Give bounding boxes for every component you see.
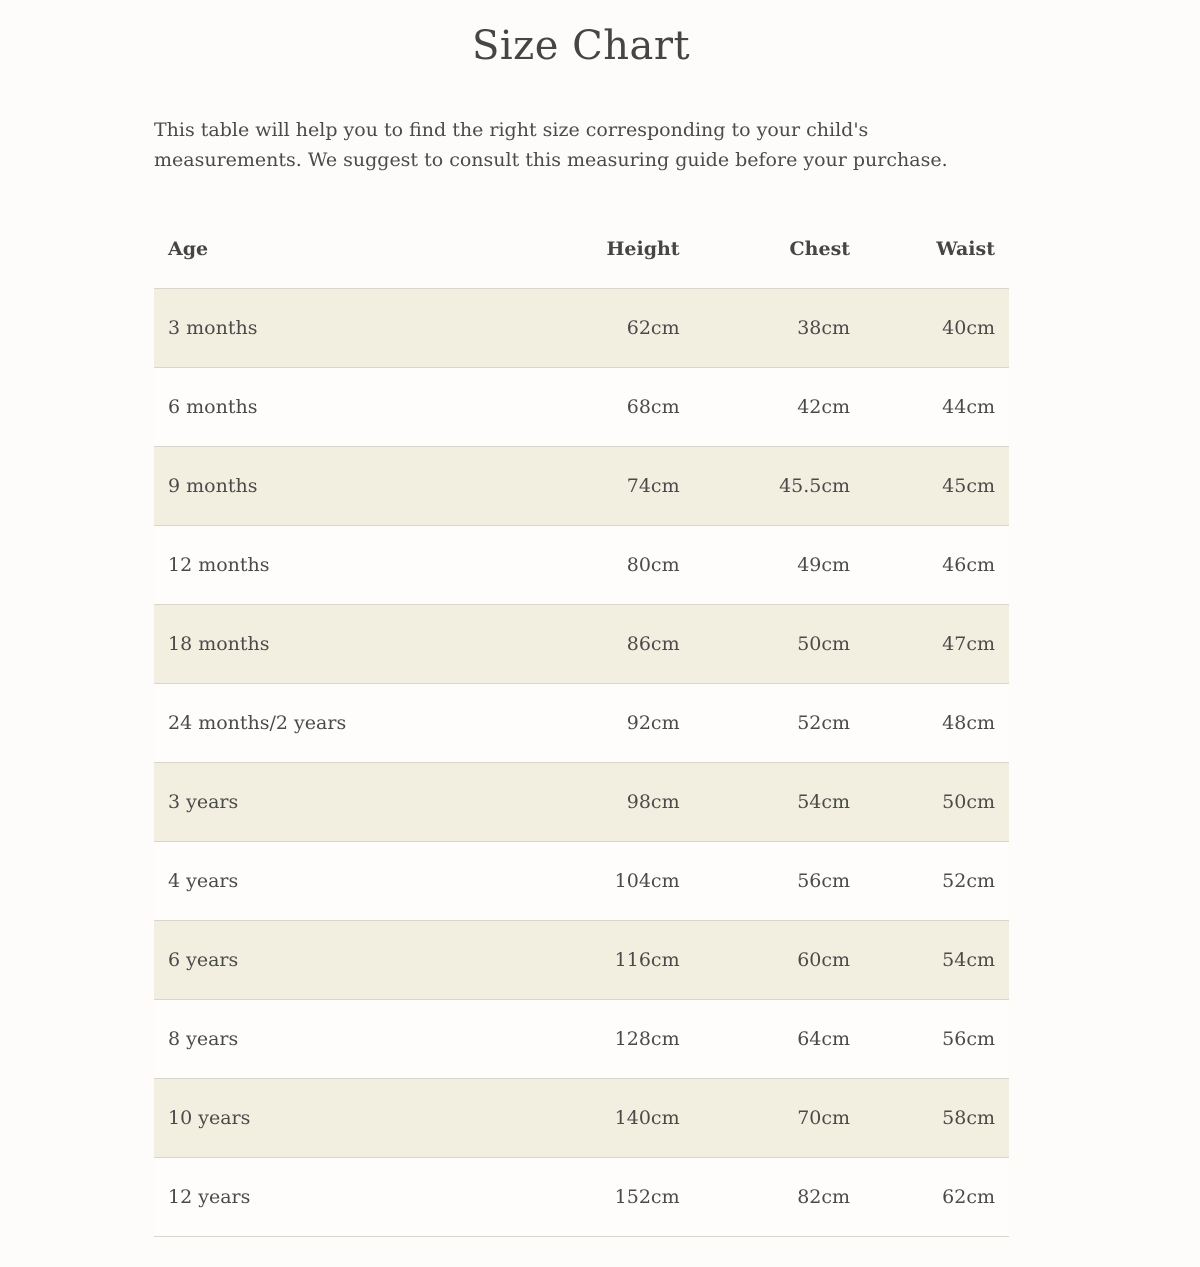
header-chest: Chest xyxy=(694,209,864,289)
cell-waist: 48cm xyxy=(864,684,1009,763)
cell-height: 140cm xyxy=(504,1079,694,1158)
intro-text: This table will help you to find the right size corresponding to your child's measurements. We suggest to consult this measuring guide before your purchase. xyxy=(154,119,948,171)
cell-age: 8 years xyxy=(154,1000,504,1079)
cell-age: 3 months xyxy=(154,289,504,368)
table-row xyxy=(154,526,1009,605)
page-title: Size Chart xyxy=(471,23,691,69)
table-row xyxy=(154,763,1009,842)
table-row xyxy=(154,684,1009,763)
cell-height: 68cm xyxy=(504,368,694,447)
cell-age: 18 months xyxy=(154,605,504,684)
cell-waist: 54cm xyxy=(864,921,1009,1000)
cell-age: 3 years xyxy=(154,763,504,842)
table-row xyxy=(154,1158,1009,1237)
cell-height: 62cm xyxy=(504,289,694,368)
cell-chest: 54cm xyxy=(694,763,864,842)
cell-age: 12 years xyxy=(154,1158,504,1237)
cell-age: 4 years xyxy=(154,842,504,921)
cell-age: 6 months xyxy=(154,368,504,447)
cell-height: 80cm xyxy=(504,526,694,605)
cell-chest: 38cm xyxy=(694,289,864,368)
size-chart-table xyxy=(154,209,1009,1237)
table-row xyxy=(154,289,1009,368)
table-row xyxy=(154,605,1009,684)
table-row xyxy=(154,1079,1009,1158)
cell-chest: 45.5cm xyxy=(694,447,864,526)
cell-height: 128cm xyxy=(504,1000,694,1079)
cell-age: 6 years xyxy=(154,921,504,1000)
cell-chest: 49cm xyxy=(694,526,864,605)
cell-height: 86cm xyxy=(504,605,694,684)
cell-age: 9 months xyxy=(154,447,504,526)
table-header-row xyxy=(154,209,1009,289)
cell-chest: 70cm xyxy=(694,1079,864,1158)
table-row xyxy=(154,921,1009,1000)
cell-waist: 40cm xyxy=(864,289,1009,368)
cell-chest: 50cm xyxy=(694,605,864,684)
cell-age: 10 years xyxy=(154,1079,504,1158)
cell-chest: 52cm xyxy=(694,684,864,763)
cell-waist: 62cm xyxy=(864,1158,1009,1237)
cell-waist: 44cm xyxy=(864,368,1009,447)
cell-chest: 42cm xyxy=(694,368,864,447)
cell-height: 104cm xyxy=(504,842,694,921)
cell-chest: 56cm xyxy=(694,842,864,921)
size-table-body xyxy=(154,289,1009,1237)
table-row xyxy=(154,368,1009,447)
cell-waist: 58cm xyxy=(864,1079,1009,1158)
cell-height: 116cm xyxy=(504,921,694,1000)
header-height: Height xyxy=(504,209,694,289)
table-row xyxy=(154,447,1009,526)
cell-waist: 45cm xyxy=(864,447,1009,526)
cell-age: 24 months/2 years xyxy=(154,684,504,763)
table-row xyxy=(154,842,1009,921)
header-age: Age xyxy=(154,209,504,289)
cell-height: 92cm xyxy=(504,684,694,763)
cell-height: 74cm xyxy=(504,447,694,526)
cell-chest: 60cm xyxy=(694,921,864,1000)
cell-waist: 52cm xyxy=(864,842,1009,921)
cell-waist: 50cm xyxy=(864,763,1009,842)
cell-waist: 46cm xyxy=(864,526,1009,605)
cell-chest: 64cm xyxy=(694,1000,864,1079)
cell-waist: 47cm xyxy=(864,605,1009,684)
table-row xyxy=(154,1000,1009,1079)
cell-chest: 82cm xyxy=(694,1158,864,1237)
cell-waist: 56cm xyxy=(864,1000,1009,1079)
cell-height: 152cm xyxy=(504,1158,694,1237)
cell-height: 98cm xyxy=(504,763,694,842)
header-waist: Waist xyxy=(864,209,1009,289)
cell-age: 12 months xyxy=(154,526,504,605)
